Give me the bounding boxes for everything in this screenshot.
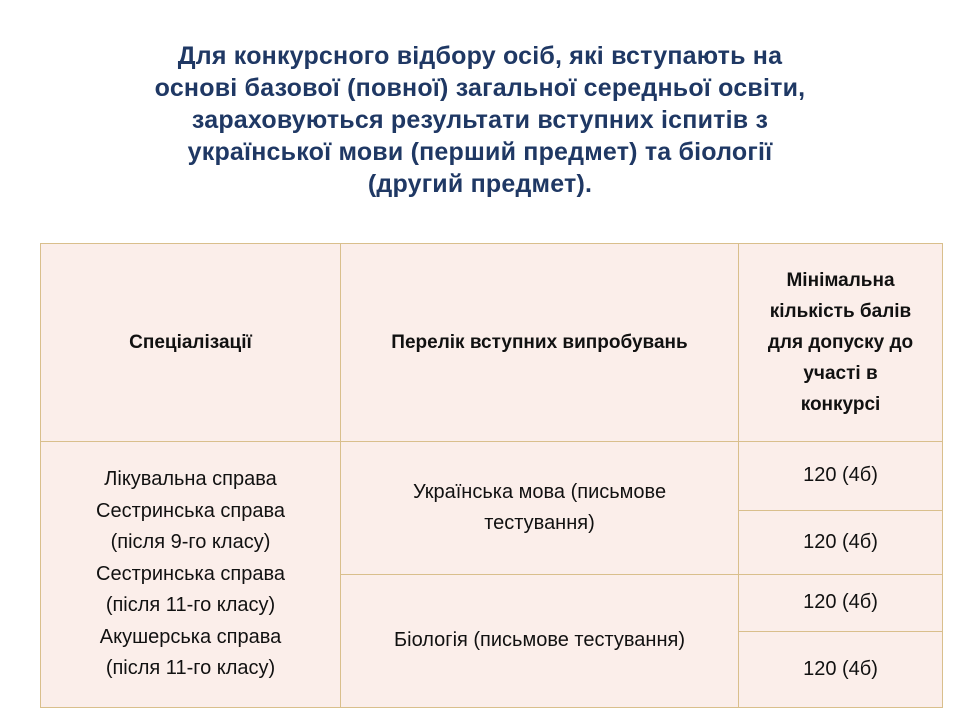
specializations-cell xyxy=(41,442,341,708)
title-line: зараховуються результати вступних іспитів з xyxy=(191,106,769,134)
table-header-row xyxy=(41,244,943,442)
header-min-score-line: участі в xyxy=(803,363,878,384)
score-cell: 120 (4б) xyxy=(739,442,943,511)
title-line: української мови (перший предмет) та біології xyxy=(187,138,773,166)
title-line: основі базової (повної) загальної середньої освіти, xyxy=(154,74,806,102)
slide-title xyxy=(60,40,900,200)
header-min-score-line: Мінімальна xyxy=(786,270,895,291)
exam-ukrainian-cell xyxy=(341,442,739,575)
header-min-score-line: кількість балів xyxy=(769,301,912,322)
header-min-score xyxy=(739,244,943,442)
specialization-line: Сестринська справа xyxy=(96,562,285,585)
specialization-line: Сестринська справа xyxy=(96,499,285,522)
specialization-line: Акушерська справа xyxy=(99,625,282,648)
header-min-score-line: конкурсі xyxy=(800,394,881,415)
title-line: Для конкурсного відбору осіб, які вступають на xyxy=(177,42,783,70)
header-min-score-line: для допуску до xyxy=(767,332,914,353)
title-line: (другий предмет). xyxy=(367,170,593,198)
specialization-line: (після 11-го класу) xyxy=(105,657,276,680)
exam-line: тестування) xyxy=(484,512,595,534)
table-row xyxy=(41,442,943,511)
header-specializations: Спеціалізації xyxy=(41,244,341,442)
specialization-line: (після 11-го класу) xyxy=(105,594,276,617)
exam-biology-cell: Біологія (письмове тестування) xyxy=(341,575,739,708)
score-cell: 120 (4б) xyxy=(739,575,943,632)
score-cell: 120 (4б) xyxy=(739,632,943,708)
specialization-line: Лікувальна справа xyxy=(104,468,277,491)
admissions-table xyxy=(40,243,943,708)
specialization-line: (після 9-го класу) xyxy=(110,531,271,554)
header-exams: Перелік вступних випробувань xyxy=(341,244,739,442)
score-cell: 120 (4б) xyxy=(739,511,943,575)
exam-line: Українська мова (письмове xyxy=(412,480,667,503)
